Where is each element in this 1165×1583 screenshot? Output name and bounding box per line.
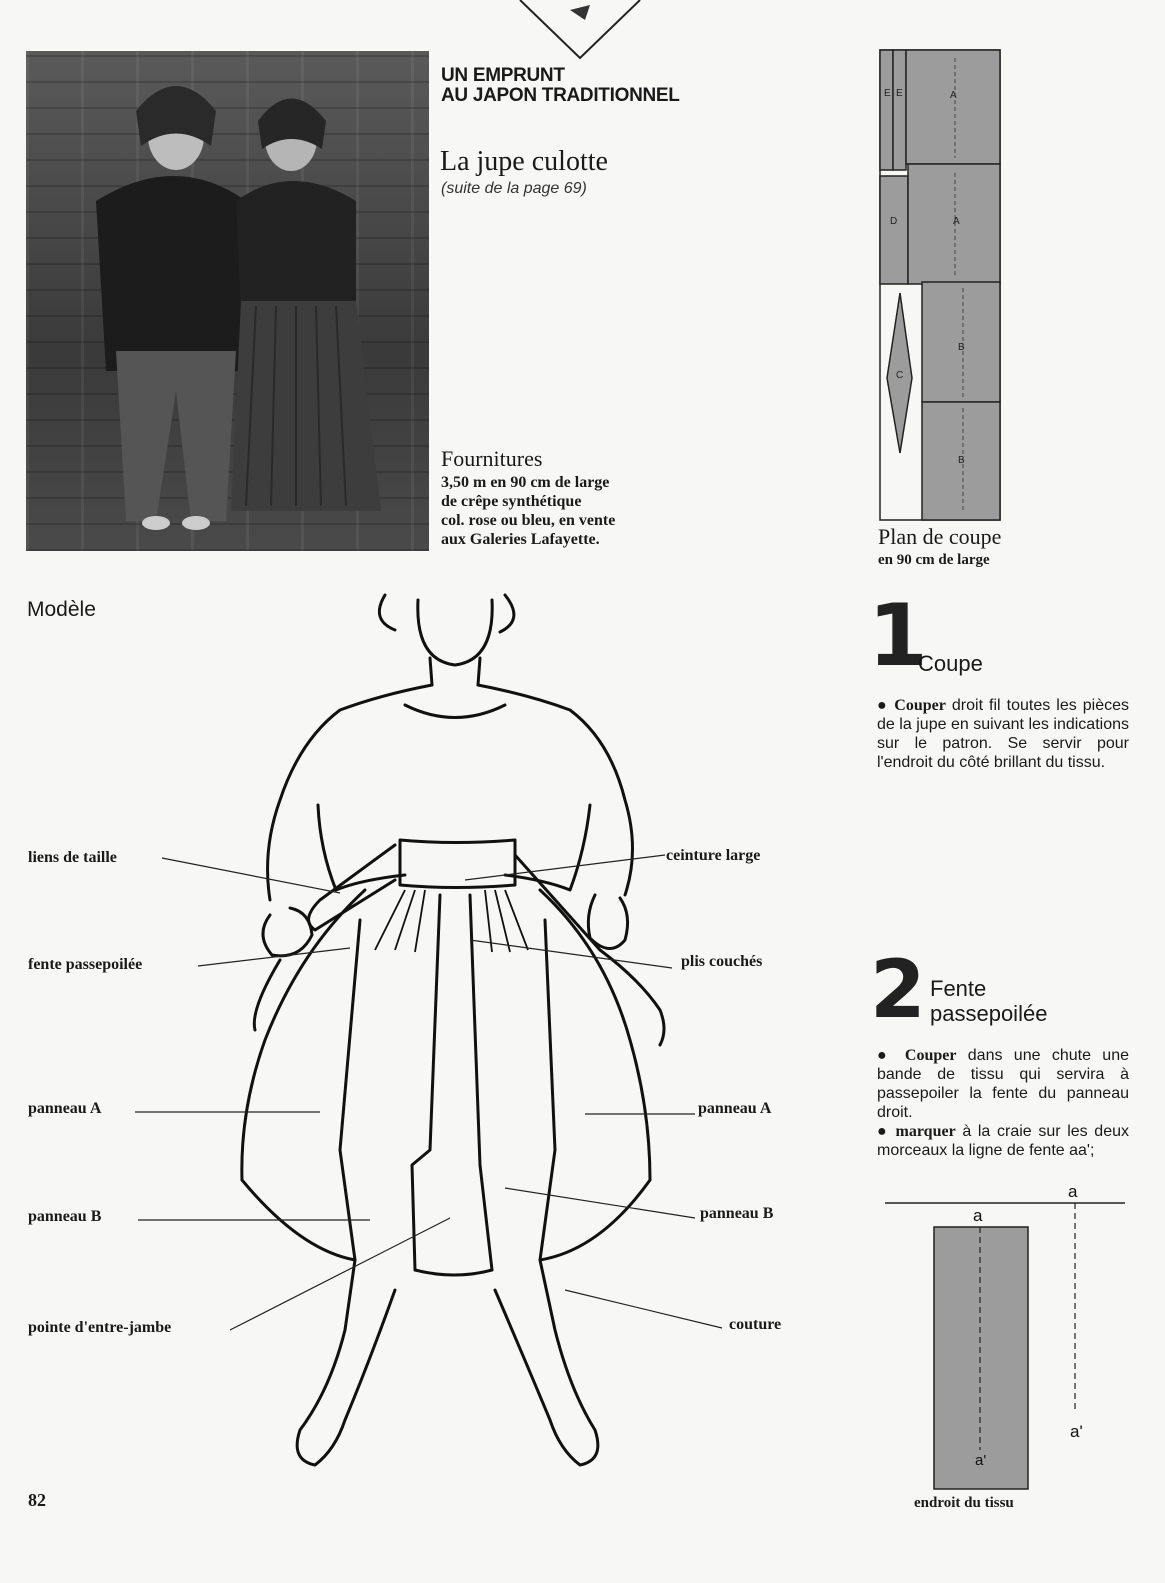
label-panneau-a-left: panneau A	[28, 1100, 102, 1117]
headline	[441, 66, 680, 106]
step1-bold: Couper	[894, 697, 946, 714]
label-panneau-b-left: panneau B	[28, 1208, 102, 1225]
fournitures-line: 3,50 m en 90 cm de large	[441, 474, 610, 491]
step1-heading: Coupe	[918, 651, 983, 676]
label-fente-passepoilee: fente passepoilée	[28, 956, 143, 973]
cutting-plan	[875, 48, 1005, 523]
label-pointe-entre-jambe: pointe d'entre-jambe	[28, 1319, 172, 1336]
label-couture: couture	[729, 1316, 782, 1333]
plan-piece-label: E	[896, 88, 903, 99]
label-plis-couches: plis couchés	[681, 953, 763, 970]
step2-bold1: Couper	[904, 1047, 957, 1064]
step2-heading	[930, 976, 1047, 1026]
model-illustration	[0, 590, 860, 1490]
headline-line1: UN EMPRUNT	[441, 65, 565, 86]
page-number: 82	[28, 1490, 46, 1510]
step1-body: droit fil toutes les pièces de la jupe en suivant les indications sur le patron. Se servir pour l'endroit du côté brillant du tissu.	[877, 697, 1130, 771]
label-a-top-right: a	[1068, 1182, 1078, 1201]
fournitures-line: de crêpe synthétique	[441, 493, 582, 510]
label-ceinture-large: ceinture large	[666, 847, 761, 864]
plan-piece-label: C	[896, 370, 904, 381]
step2-body1: dans une chute une bande de tissu qui servira à passepoiler la fente du panneau droit.	[877, 1047, 1130, 1121]
step1-text: ● Couper droit fil toutes les pièces de la jupe en suivant les indications sur le patron. Se servir pour l'endroit du côté brillant du tissu.	[877, 697, 1130, 771]
step2-number: 2	[870, 943, 926, 1036]
fournitures-heading: Fournitures	[441, 446, 543, 471]
step1-number: 1	[868, 586, 928, 686]
plan-subheading: en 90 cm de large	[878, 552, 990, 568]
photo-two-women	[26, 51, 429, 551]
step2-bold2: marquer	[895, 1123, 956, 1140]
plan-piece-label: D	[890, 216, 898, 227]
top-ornament	[515, 0, 645, 60]
label-a-prime-inner: a'	[975, 1452, 987, 1469]
label-liens-de-taille: liens de taille	[28, 849, 117, 866]
plan-piece-label: B	[958, 342, 965, 353]
label-a-top-inner: a	[973, 1206, 983, 1225]
subtitle: (suite de la page 69)	[441, 180, 587, 197]
page-title: La jupe culotte	[440, 146, 608, 177]
label-panneau-a-right: panneau A	[698, 1100, 772, 1117]
fabric-caption: endroit du tissu	[914, 1495, 1014, 1511]
fournitures-line: col. rose ou bleu, en vente	[441, 512, 616, 529]
plan-piece-label: E	[884, 88, 891, 99]
fournitures-body	[441, 473, 615, 549]
step2-text: ● Couper dans une chute une bande de tissu qui servira à passepoiler la fente du panneau droit. ● marquer à la craie sur les deux morceaux la ligne de fente aa';	[877, 1047, 1130, 1159]
plan-heading: Plan de coupe	[878, 524, 1002, 549]
fabric-diagram	[880, 1180, 1130, 1492]
label-panneau-b-right: panneau B	[700, 1205, 774, 1222]
plan-piece-label: B	[958, 455, 965, 466]
plan-piece-label: A	[953, 216, 960, 227]
modele-heading: Modèle	[27, 598, 96, 621]
label-a-prime-right: a'	[1070, 1422, 1083, 1441]
headline-line2: AU JAPON TRADITIONNEL	[441, 85, 680, 106]
step2-body2: à la craie sur les deux morceaux la ligne de fente aa';	[877, 1123, 1130, 1159]
fournitures-line: aux Galeries Lafayette.	[441, 531, 600, 548]
step2-heading-line2: passepoilée	[930, 1001, 1048, 1026]
plan-piece-label: A	[950, 90, 957, 101]
step2-heading-line1: Fente	[930, 976, 987, 1001]
